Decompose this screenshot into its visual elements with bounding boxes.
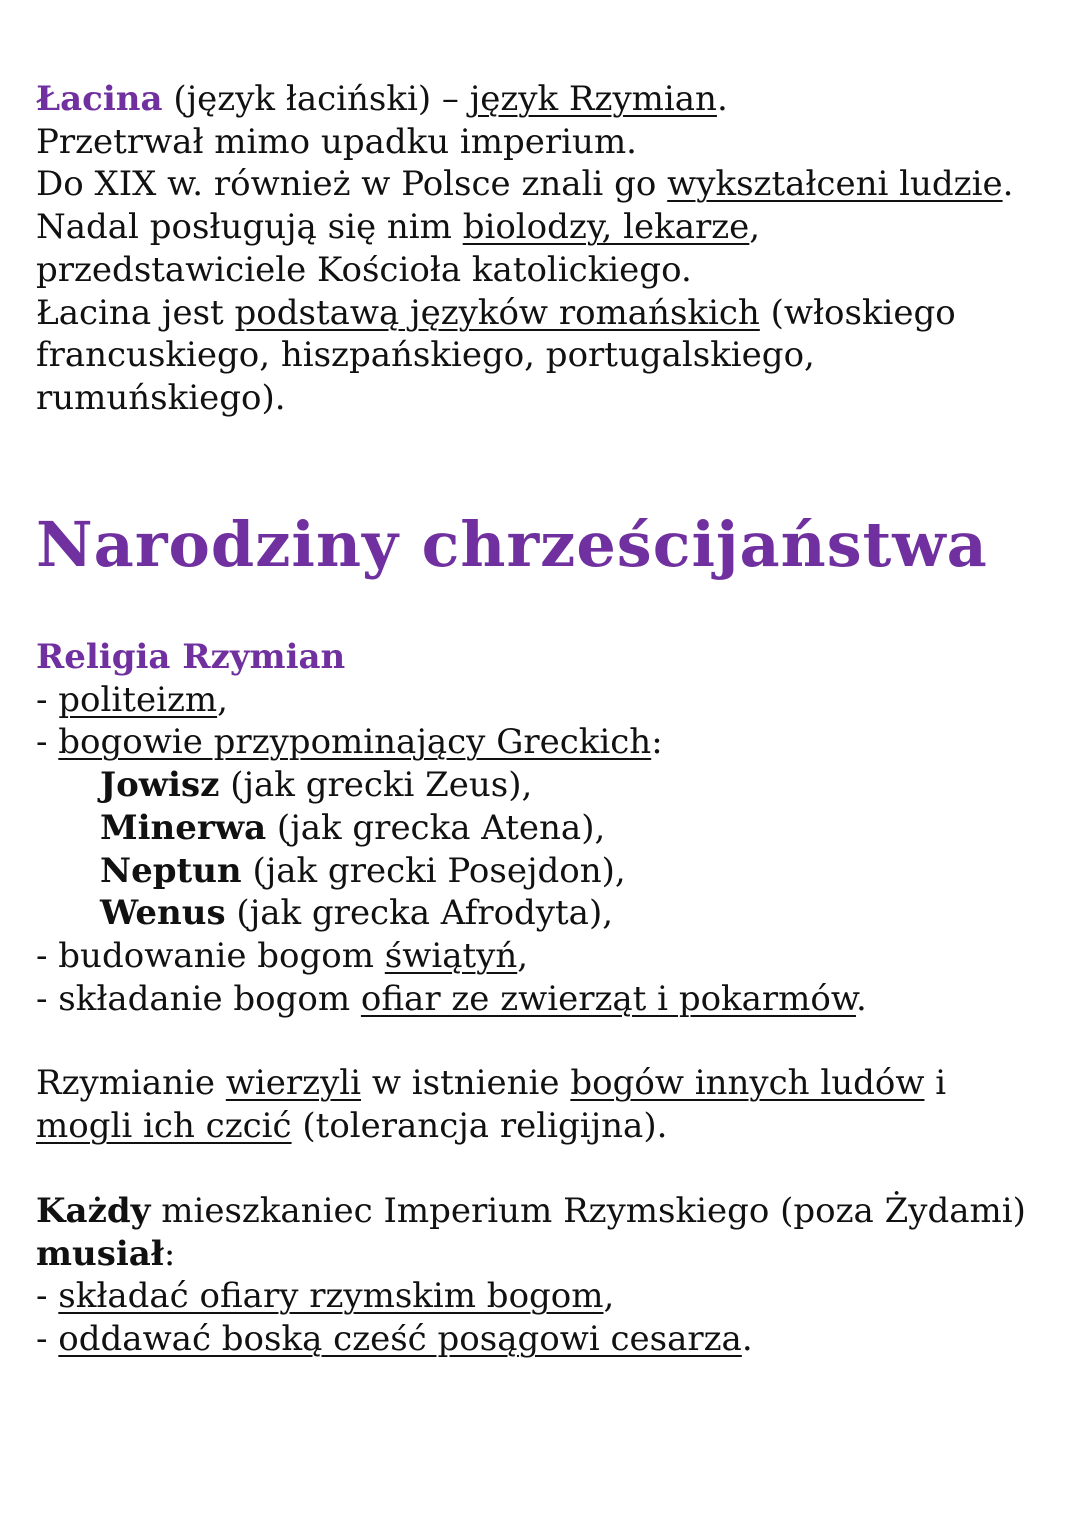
intro-line-3: Do XIX w. również w Polsce znali go wykształceni ludzie. (36, 164, 1014, 205)
god-row: Jowisz (jak grecki Zeus), (100, 765, 533, 806)
intro-line-5: przedstawiciele Kościoła katolickiego. (36, 249, 692, 290)
intro-line-8: rumuńskiego). (36, 377, 286, 418)
latin-term: Łacina (36, 79, 163, 119)
religion-item-gods: - bogowie przypominający Greckich: (36, 722, 663, 763)
religion-item-temples: - budowanie bogom świątyń, (36, 935, 529, 976)
religion-item-polytheism: - politeizm, (36, 679, 228, 720)
intro-line-2: Przetrwał mimo upadku imperium. (36, 121, 637, 162)
obligation-line-2: musiał: (36, 1233, 176, 1274)
intro-line-1: Łacina (język łaciński) – język Rzymian. (36, 79, 728, 119)
religion-heading: Religia Rzymian (36, 637, 346, 677)
tolerance-paragraph (36, 1062, 946, 1147)
god-row: Minerwa (jak grecka Atena), (100, 807, 606, 848)
god-name: Minerwa (100, 807, 267, 848)
god-name: Neptun (100, 850, 242, 891)
obligation-line-1: Każdy mieszkaniec Imperium Rzymskiego (poza Żydami) (36, 1191, 1026, 1231)
obligation-paragraph (36, 1190, 1026, 1361)
god-name: Jowisz (100, 765, 220, 806)
religion-item-offerings: - składanie bogom ofiar ze zwierząt i pokarmów. (36, 978, 867, 1019)
intro-line-6: Łacina jest podstawą języków romańskich (włoskiego (36, 292, 956, 333)
god-row: Neptun (jak grecki Posejdon), (100, 850, 626, 891)
roman-language-underlined: język Rzymian (469, 79, 717, 119)
god-name: Wenus (100, 893, 226, 934)
intro-block (36, 78, 1056, 420)
intro-line-4: Nadal posługują się nim biolodzy, lekarze, (36, 207, 761, 248)
page-title: Narodziny chrześcijaństwa (36, 508, 988, 581)
tolerance-line-2: mogli ich czcić (tolerancja religijna). (36, 1105, 668, 1146)
religion-section (36, 636, 1056, 1020)
god-row: Wenus (jak grecka Afrodyta), (100, 893, 614, 934)
obligation-item-emperor: - oddawać boską cześć posągowi cesarza. (36, 1319, 753, 1360)
obligation-item-sacrifice: - składać ofiary rzymskim bogom, (36, 1276, 615, 1317)
tolerance-line-1: Rzymianie wierzyli w istnienie bogów innych ludów i (36, 1063, 947, 1103)
intro-line-7: francuskiego, hiszpańskiego, portugalskiego, (36, 335, 815, 376)
